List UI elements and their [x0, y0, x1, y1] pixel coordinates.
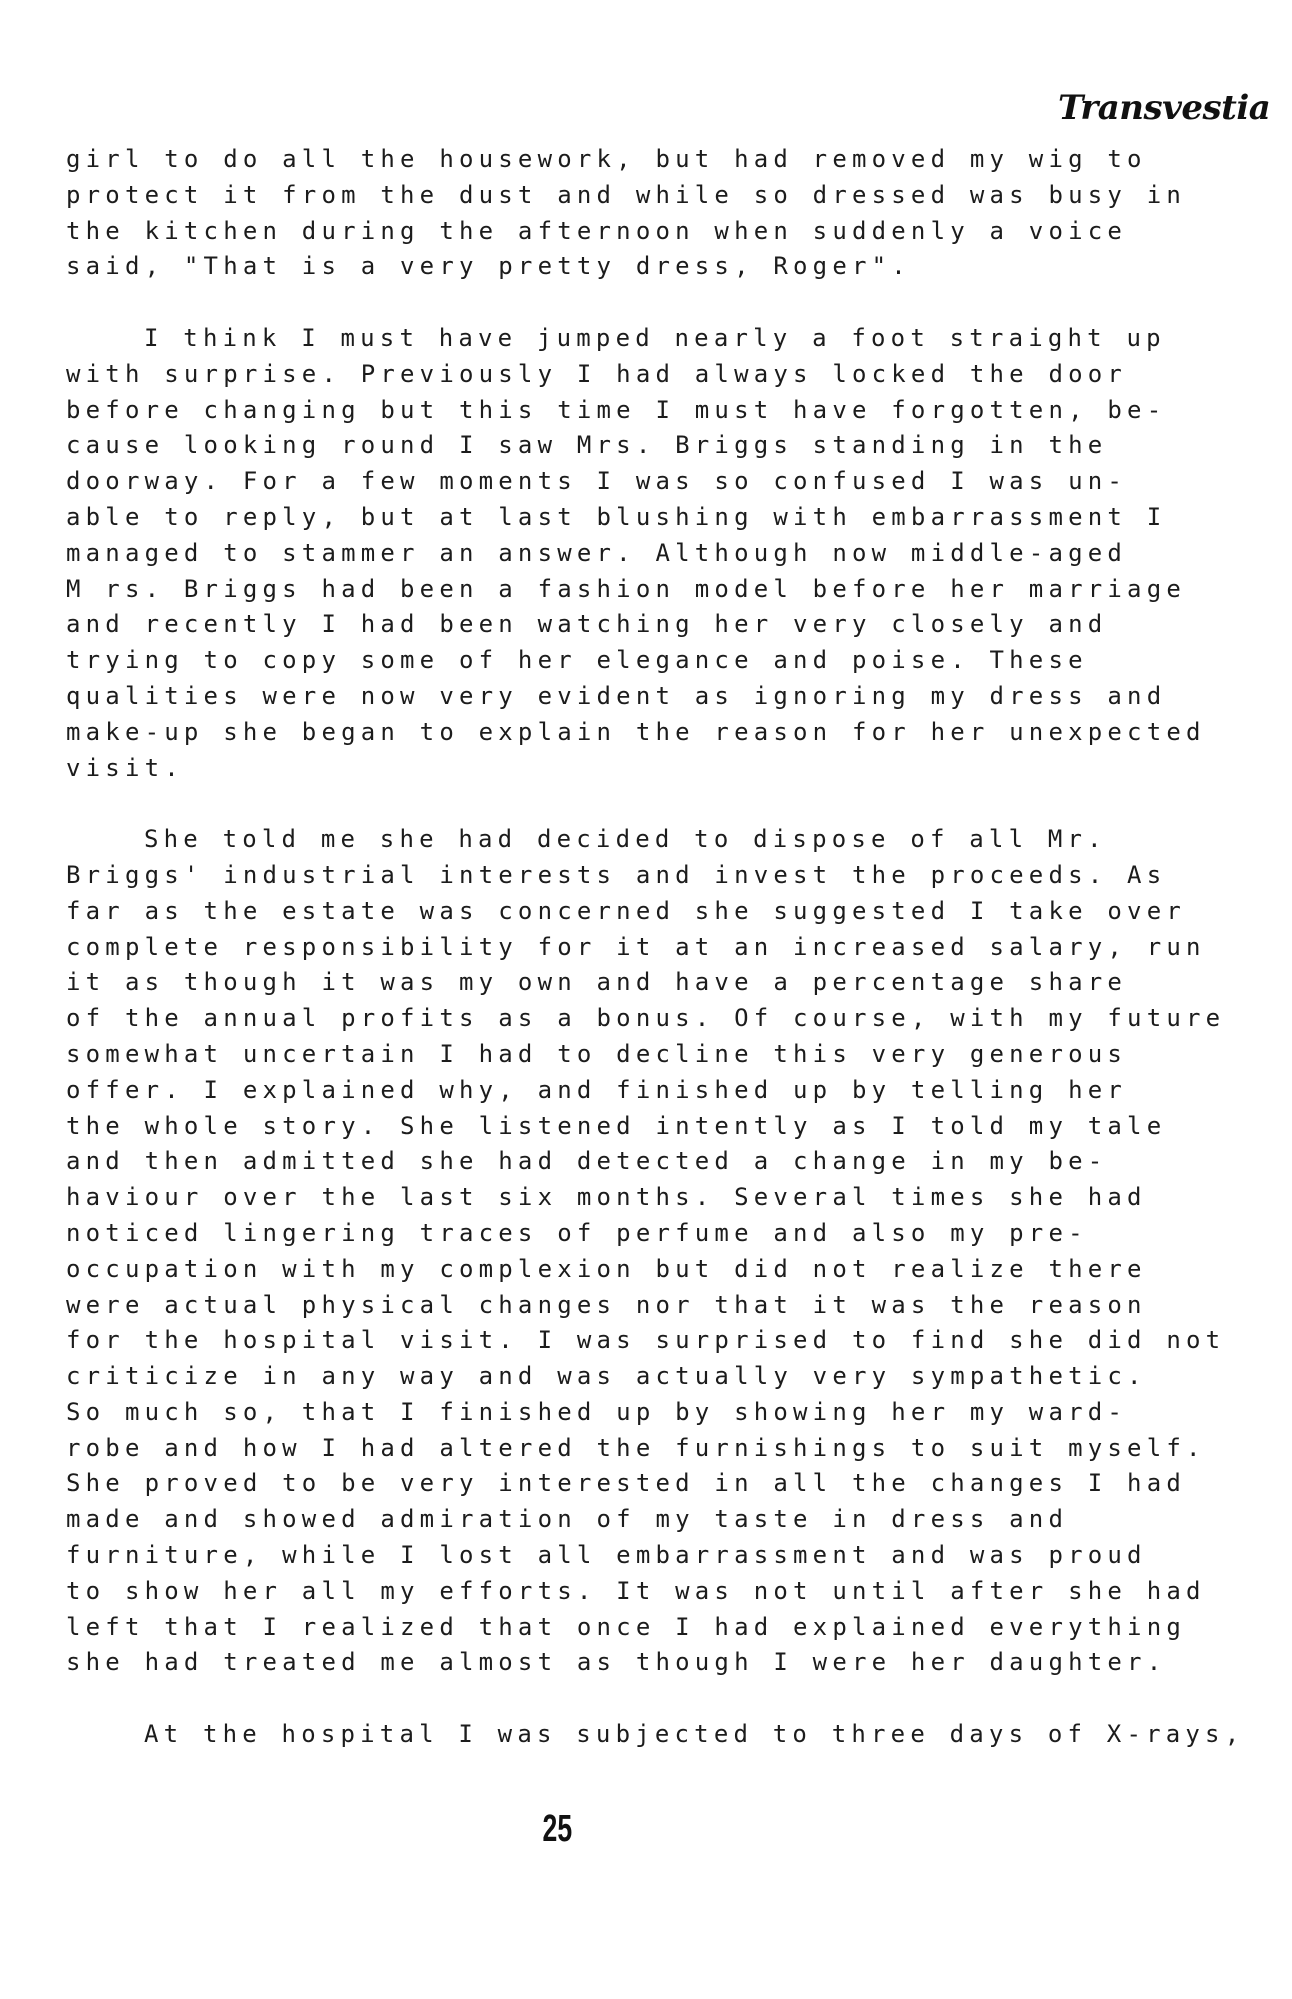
- text-line: far as the estate was concerned she suggested I take over: [66, 896, 1187, 925]
- text-line: occupation with my complexion but did not realize there: [66, 1254, 1147, 1283]
- text-line: protect it from the dust and while so dressed was busy in: [66, 180, 1187, 209]
- text-line: haviour over the last six months. Several times she had: [66, 1183, 1147, 1212]
- text-line: robe and how I had altered the furnishings to suit myself.: [66, 1433, 1206, 1462]
- text-line: qualities were now very evident as ignoring my dress and: [66, 681, 1167, 710]
- text-line: offer. I explained why, and finished up by telling her: [66, 1075, 1128, 1104]
- text-line: and recently I had been watching her very closely and: [66, 610, 1108, 639]
- text-line: to show her all my efforts. It was not until after she had: [66, 1576, 1206, 1605]
- text-line: She told me she had decided to dispose of all Mr.: [144, 825, 1107, 854]
- text-line: I think I must have jumped nearly a foot straight up: [144, 323, 1166, 352]
- text-line: able to reply, but at last blushing with embarrassment I: [66, 502, 1167, 531]
- text-line: At the hospital I was subjected to three days of X-rays,: [144, 1720, 1245, 1749]
- text-line: noticed lingering traces of perfume and also my pre-: [66, 1218, 1088, 1247]
- text-line: girl to do all the housework, but had removed my wig to: [66, 145, 1147, 173]
- text-line: left that I realized that once I had explained everything: [66, 1612, 1187, 1641]
- text-line: and then admitted she had detected a change in my be-: [66, 1147, 1108, 1176]
- text-line: make-up she began to explain the reason for her unexpected: [66, 717, 1206, 746]
- text-line: So much so, that I finished up by showing her my ward-: [66, 1397, 1128, 1426]
- text-line: Briggs' industrial interests and invest the proceeds. As: [66, 860, 1167, 889]
- text-line: it as though it was my own and have a percentage share: [66, 968, 1128, 997]
- text-line: cause looking round I saw Mrs. Briggs standing in the: [66, 431, 1108, 460]
- text-line: with surprise. Previously I had always locked the door: [66, 359, 1128, 388]
- text-line: the whole story. She listened intently as I told my tale: [66, 1111, 1167, 1140]
- body-text: [66, 142, 1246, 1789]
- text-line: visit.: [66, 753, 184, 782]
- text-line: criticize in any way and was actually very sympathetic.: [66, 1362, 1147, 1391]
- page-number: 25: [542, 1808, 573, 1850]
- text-line: She proved to be very interested in all the changes I had: [66, 1469, 1187, 1498]
- text-line: trying to copy some of her elegance and poise. These: [66, 646, 1088, 675]
- text-line: were actual physical changes nor that it was the reason: [66, 1290, 1147, 1319]
- text-line: doorway. For a few moments I was so confused I was un-: [66, 467, 1128, 496]
- text-line: of the annual profits as a bonus. Of course, with my future: [66, 1004, 1226, 1033]
- paragraph: [66, 822, 1246, 1681]
- text-line: she had treated me almost as though I were her daughter.: [66, 1648, 1167, 1677]
- text-line: before changing but this time I must have forgotten, be-: [66, 395, 1167, 424]
- text-line: complete responsibility for it at an increased salary, run: [66, 932, 1206, 961]
- text-line: somewhat uncertain I had to decline this very generous: [66, 1039, 1128, 1068]
- text-line: the kitchen during the afternoon when suddenly a voice: [66, 216, 1128, 245]
- paragraph: [66, 321, 1246, 786]
- paragraph: [66, 1717, 1246, 1753]
- text-line: M rs. Briggs had been a fashion model before her marriage: [66, 574, 1187, 603]
- running-header: Transvestia: [1058, 88, 1271, 128]
- text-line: for the hospital visit. I was surprised to find she did not: [66, 1326, 1226, 1355]
- text-line: managed to stammer an answer. Although now middle-aged: [66, 538, 1128, 567]
- text-line: said, "That is a very pretty dress, Roger".: [66, 252, 911, 281]
- text-line: made and showed admiration of my taste in dress and: [66, 1505, 1069, 1534]
- paragraph: [66, 142, 1246, 285]
- text-line: furniture, while I lost all embarrassment and was proud: [66, 1541, 1147, 1570]
